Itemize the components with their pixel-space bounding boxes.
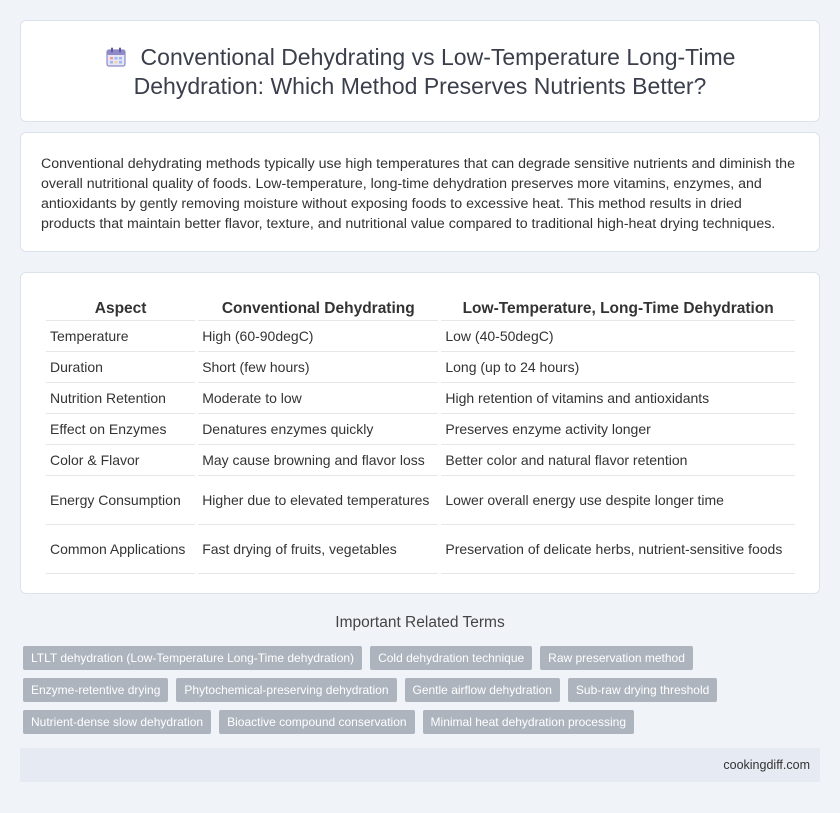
related-term-tag[interactable]: Gentle airflow dehydration: [405, 678, 560, 702]
cell-ltlt: Long (up to 24 hours): [441, 352, 795, 383]
footer-site-link[interactable]: cookingdiff.com: [723, 758, 810, 772]
intro-paragraph: Conventional dehydrating methods typically use high temperatures that can degrade sensitive nutrients and diminish the overall nutritional quality of foods. Low-temperature, long-time dehydration preserves more vitamins, enzymes, and antioxidants by gently removing moisture without exposing foods to excessive heat. This method results in dried products that maintain better flavor, texture, and nutritional value compared to traditional high-heat drying techniques.: [41, 156, 795, 232]
related-terms-heading: Important Related Terms: [335, 614, 505, 631]
comparison-card: [20, 272, 820, 594]
related-term-tag[interactable]: Nutrient-dense slow dehydration: [23, 710, 211, 734]
related-term-tag[interactable]: Bioactive compound conservation: [219, 710, 414, 734]
cell-aspect: Temperature: [46, 321, 195, 352]
cell-ltlt: Better color and natural flavor retention: [441, 445, 795, 476]
table-header-row: [46, 297, 795, 321]
related-term-tag[interactable]: Sub-raw drying threshold: [568, 678, 717, 702]
related-term-tag[interactable]: Phytochemical-preserving dehydration: [176, 678, 396, 702]
intro-card: [20, 132, 820, 252]
column-header-ltlt: Low-Temperature, Long-Time Dehydration: [441, 297, 795, 321]
table-row: [46, 476, 795, 525]
table-row: [46, 383, 795, 414]
cell-ltlt: Preservation of delicate herbs, nutrient-sensitive foods: [441, 525, 795, 574]
cell-ltlt: High retention of vitamins and antioxidants: [441, 383, 795, 414]
cell-conventional: May cause browning and flavor loss: [198, 445, 438, 476]
table-row: [46, 352, 795, 383]
cell-conventional: Higher due to elevated temperatures: [198, 476, 438, 525]
cell-conventional: High (60-90degC): [198, 321, 438, 352]
column-header-aspect: Aspect: [46, 297, 195, 321]
cell-conventional: Moderate to low: [198, 383, 438, 414]
related-term-tag[interactable]: LTLT dehydration (Low-Temperature Long-Time dehydration): [23, 646, 362, 670]
table-row: [46, 445, 795, 476]
related-terms-list: [23, 646, 813, 734]
cell-conventional: Fast drying of fruits, vegetables: [198, 525, 438, 574]
cell-aspect: Effect on Enzymes: [46, 414, 195, 445]
cell-aspect: Nutrition Retention: [46, 383, 195, 414]
table-row: [46, 525, 795, 574]
cell-aspect: Color & Flavor: [46, 445, 195, 476]
related-term-tag[interactable]: Enzyme-retentive drying: [23, 678, 168, 702]
page-title-text: Conventional Dehydrating vs Low-Temperature Long-Time Dehydration: Which Method Preserves Nutrients Better?: [133, 44, 736, 99]
title-card: [20, 20, 820, 122]
cell-aspect: Energy Consumption: [46, 476, 195, 525]
page-title: [21, 43, 819, 101]
cell-ltlt: Lower overall energy use despite longer time: [441, 476, 795, 525]
cell-conventional: Short (few hours): [198, 352, 438, 383]
calendar-icon: [105, 46, 127, 68]
table-row: [46, 414, 795, 445]
related-term-tag[interactable]: Raw preservation method: [540, 646, 693, 670]
table-row: [46, 321, 795, 352]
related-term-tag[interactable]: Minimal heat dehydration processing: [423, 710, 634, 734]
cell-ltlt: Preserves enzyme activity longer: [441, 414, 795, 445]
cell-aspect: Common Applications: [46, 525, 195, 574]
comparison-table: [43, 297, 798, 574]
footer: [20, 748, 820, 782]
related-term-tag[interactable]: Cold dehydration technique: [370, 646, 532, 670]
column-header-conventional: Conventional Dehydrating: [198, 297, 438, 321]
cell-conventional: Denatures enzymes quickly: [198, 414, 438, 445]
cell-aspect: Duration: [46, 352, 195, 383]
cell-ltlt: Low (40-50degC): [441, 321, 795, 352]
